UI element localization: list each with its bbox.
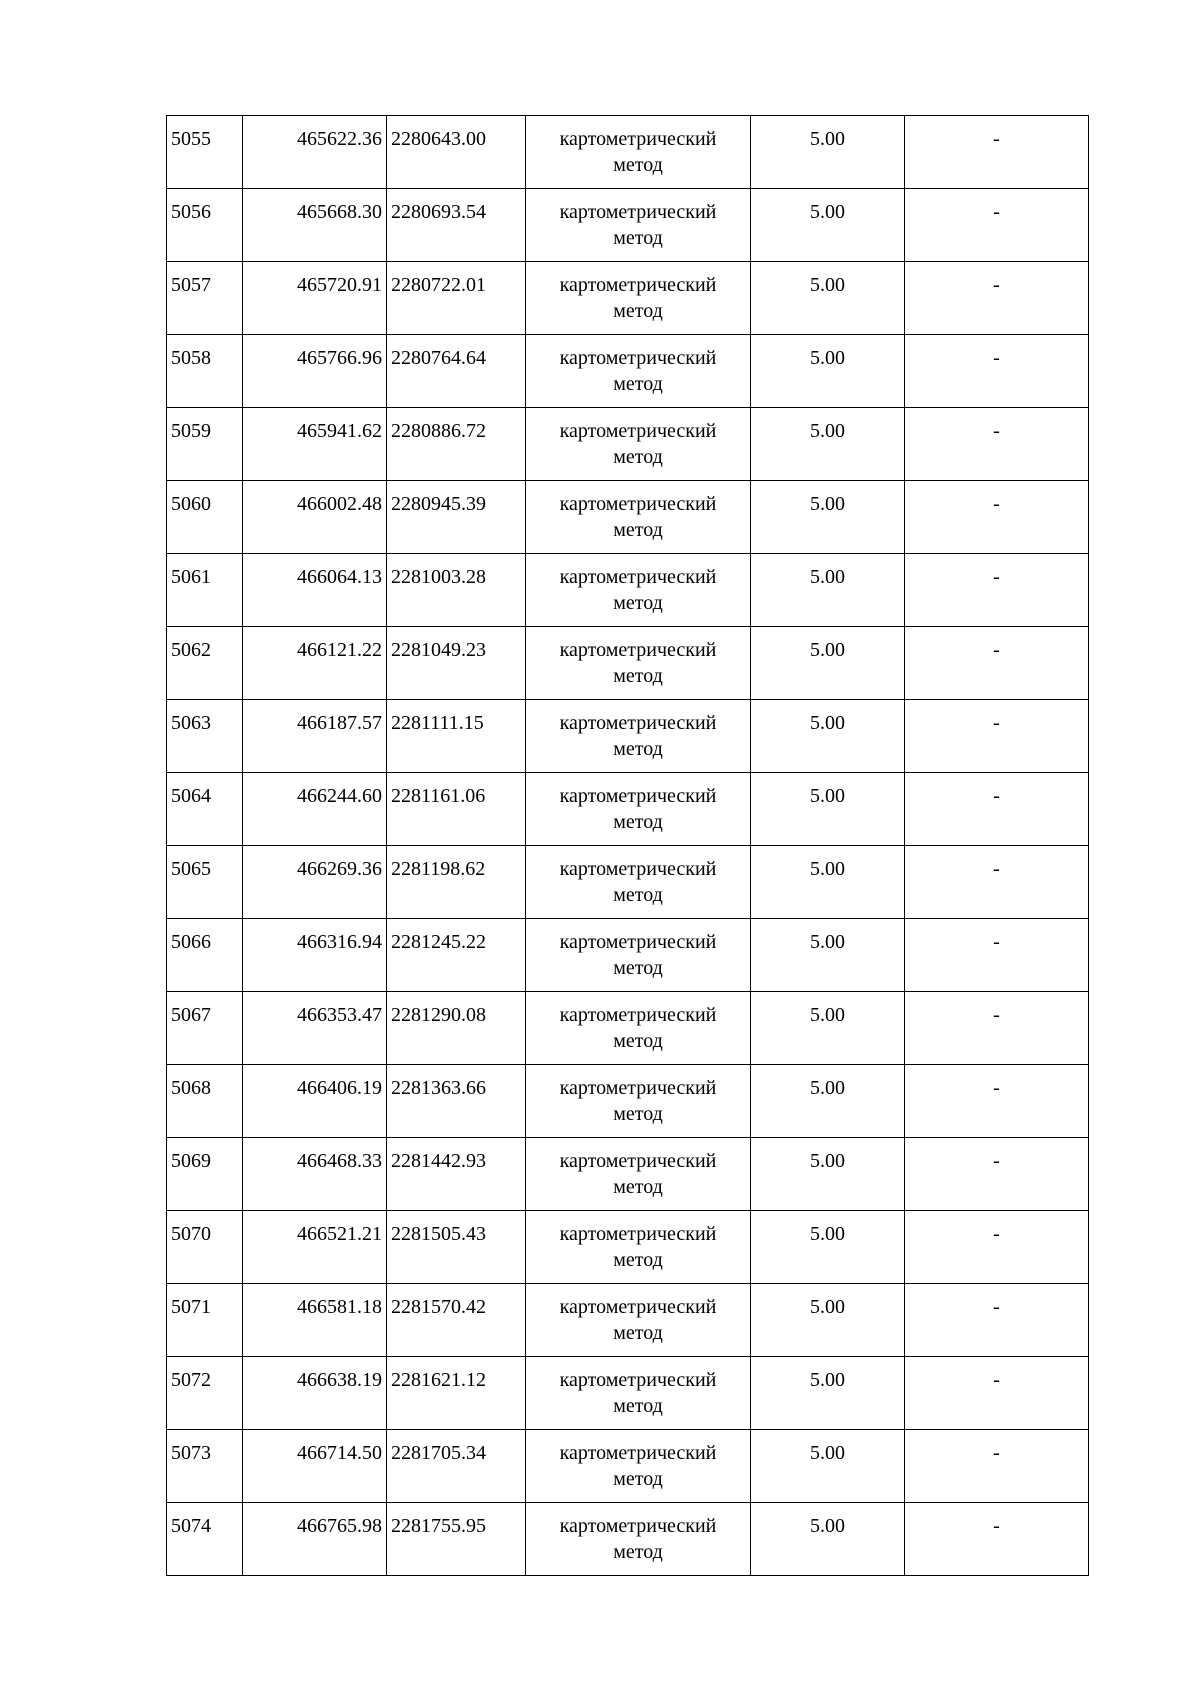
method-line-2: метод bbox=[613, 1322, 663, 1344]
table-row bbox=[167, 1430, 1089, 1503]
precision-cell: 5.00 bbox=[751, 1284, 905, 1357]
table-row bbox=[167, 189, 1089, 262]
x-coordinate-cell: 466714.50 bbox=[243, 1430, 387, 1503]
note-cell: - bbox=[905, 1357, 1089, 1430]
y-coordinate-cell: 2281198.62 bbox=[387, 846, 526, 919]
x-coordinate-cell: 465941.62 bbox=[243, 408, 387, 481]
point-number-cell: 5071 bbox=[167, 1284, 243, 1357]
y-coordinate-cell: 2281570.42 bbox=[387, 1284, 526, 1357]
y-coordinate-cell: 2280764.64 bbox=[387, 335, 526, 408]
x-coordinate-cell: 465720.91 bbox=[243, 262, 387, 335]
method-cell bbox=[526, 846, 751, 919]
method-cell bbox=[526, 700, 751, 773]
method-cell bbox=[526, 116, 751, 189]
note-cell: - bbox=[905, 1430, 1089, 1503]
y-coordinate-cell: 2281111.15 bbox=[387, 700, 526, 773]
method-line-1: картометрический bbox=[559, 274, 717, 296]
note-cell: - bbox=[905, 1138, 1089, 1211]
x-coordinate-cell: 466269.36 bbox=[243, 846, 387, 919]
table-row bbox=[167, 1357, 1089, 1430]
point-number-cell: 5059 bbox=[167, 408, 243, 481]
method-line-1: картометрический bbox=[559, 1369, 717, 1391]
note-cell: - bbox=[905, 335, 1089, 408]
method-line-2: метод bbox=[613, 1395, 663, 1417]
precision-cell: 5.00 bbox=[751, 700, 905, 773]
y-coordinate-cell: 2281049.23 bbox=[387, 627, 526, 700]
method-line-1: картометрический bbox=[559, 128, 717, 150]
table-row bbox=[167, 554, 1089, 627]
method-cell bbox=[526, 627, 751, 700]
y-coordinate-cell: 2281442.93 bbox=[387, 1138, 526, 1211]
method-line-2: метод bbox=[613, 1541, 663, 1563]
point-number-cell: 5072 bbox=[167, 1357, 243, 1430]
y-coordinate-cell: 2281621.12 bbox=[387, 1357, 526, 1430]
x-coordinate-cell: 466581.18 bbox=[243, 1284, 387, 1357]
y-coordinate-cell: 2281245.22 bbox=[387, 919, 526, 992]
precision-cell: 5.00 bbox=[751, 554, 905, 627]
precision-cell: 5.00 bbox=[751, 1503, 905, 1576]
x-coordinate-cell: 466353.47 bbox=[243, 992, 387, 1065]
point-number-cell: 5063 bbox=[167, 700, 243, 773]
x-coordinate-cell: 466316.94 bbox=[243, 919, 387, 992]
method-line-1: картометрический bbox=[559, 1077, 717, 1099]
table-row bbox=[167, 262, 1089, 335]
y-coordinate-cell: 2281505.43 bbox=[387, 1211, 526, 1284]
method-line-2: метод bbox=[613, 1103, 663, 1125]
precision-cell: 5.00 bbox=[751, 1211, 905, 1284]
method-cell bbox=[526, 1284, 751, 1357]
method-line-1: картометрический bbox=[559, 420, 717, 442]
x-coordinate-cell: 466244.60 bbox=[243, 773, 387, 846]
method-cell bbox=[526, 1430, 751, 1503]
y-coordinate-cell: 2281363.66 bbox=[387, 1065, 526, 1138]
precision-cell: 5.00 bbox=[751, 408, 905, 481]
method-line-2: метод bbox=[613, 446, 663, 468]
point-number-cell: 5070 bbox=[167, 1211, 243, 1284]
method-cell bbox=[526, 554, 751, 627]
note-cell: - bbox=[905, 846, 1089, 919]
table-row bbox=[167, 335, 1089, 408]
method-line-2: метод bbox=[613, 1030, 663, 1052]
coordinates-table bbox=[166, 115, 1089, 1576]
y-coordinate-cell: 2281755.95 bbox=[387, 1503, 526, 1576]
method-line-1: картометрический bbox=[559, 1004, 717, 1026]
x-coordinate-cell: 466521.21 bbox=[243, 1211, 387, 1284]
point-number-cell: 5065 bbox=[167, 846, 243, 919]
method-line-1: картометрический bbox=[559, 347, 717, 369]
table-row bbox=[167, 700, 1089, 773]
method-cell bbox=[526, 335, 751, 408]
note-cell: - bbox=[905, 1503, 1089, 1576]
x-coordinate-cell: 465622.36 bbox=[243, 116, 387, 189]
method-line-1: картометрический bbox=[559, 566, 717, 588]
y-coordinate-cell: 2280722.01 bbox=[387, 262, 526, 335]
method-line-2: метод bbox=[613, 665, 663, 687]
point-number-cell: 5060 bbox=[167, 481, 243, 554]
method-line-1: картометрический bbox=[559, 931, 717, 953]
x-coordinate-cell: 466468.33 bbox=[243, 1138, 387, 1211]
point-number-cell: 5074 bbox=[167, 1503, 243, 1576]
note-cell: - bbox=[905, 189, 1089, 262]
point-number-cell: 5055 bbox=[167, 116, 243, 189]
x-coordinate-cell: 466002.48 bbox=[243, 481, 387, 554]
method-line-1: картометрический bbox=[559, 785, 717, 807]
table-row bbox=[167, 1503, 1089, 1576]
method-line-1: картометрический bbox=[559, 1150, 717, 1172]
note-cell: - bbox=[905, 116, 1089, 189]
precision-cell: 5.00 bbox=[751, 846, 905, 919]
method-cell bbox=[526, 481, 751, 554]
method-line-1: картометрический bbox=[559, 1442, 717, 1464]
method-line-1: картометрический bbox=[559, 1223, 717, 1245]
method-cell bbox=[526, 1357, 751, 1430]
method-line-1: картометрический bbox=[559, 858, 717, 880]
method-line-2: метод bbox=[613, 811, 663, 833]
note-cell: - bbox=[905, 554, 1089, 627]
precision-cell: 5.00 bbox=[751, 481, 905, 554]
method-cell bbox=[526, 919, 751, 992]
precision-cell: 5.00 bbox=[751, 1065, 905, 1138]
method-line-2: метод bbox=[613, 1468, 663, 1490]
method-line-2: метод bbox=[613, 373, 663, 395]
note-cell: - bbox=[905, 1065, 1089, 1138]
y-coordinate-cell: 2281003.28 bbox=[387, 554, 526, 627]
method-line-2: метод bbox=[613, 884, 663, 906]
table-row bbox=[167, 1211, 1089, 1284]
method-line-1: картометрический bbox=[559, 201, 717, 223]
table-row bbox=[167, 116, 1089, 189]
table-row bbox=[167, 1284, 1089, 1357]
y-coordinate-cell: 2280886.72 bbox=[387, 408, 526, 481]
method-line-2: метод bbox=[613, 1176, 663, 1198]
precision-cell: 5.00 bbox=[751, 627, 905, 700]
x-coordinate-cell: 466406.19 bbox=[243, 1065, 387, 1138]
table-row bbox=[167, 919, 1089, 992]
table-row bbox=[167, 627, 1089, 700]
table-row bbox=[167, 408, 1089, 481]
precision-cell: 5.00 bbox=[751, 262, 905, 335]
precision-cell: 5.00 bbox=[751, 335, 905, 408]
point-number-cell: 5068 bbox=[167, 1065, 243, 1138]
x-coordinate-cell: 465668.30 bbox=[243, 189, 387, 262]
point-number-cell: 5061 bbox=[167, 554, 243, 627]
precision-cell: 5.00 bbox=[751, 773, 905, 846]
y-coordinate-cell: 2280945.39 bbox=[387, 481, 526, 554]
note-cell: - bbox=[905, 627, 1089, 700]
y-coordinate-cell: 2280643.00 bbox=[387, 116, 526, 189]
point-number-cell: 5062 bbox=[167, 627, 243, 700]
method-line-2: метод bbox=[613, 519, 663, 541]
note-cell: - bbox=[905, 919, 1089, 992]
point-number-cell: 5069 bbox=[167, 1138, 243, 1211]
x-coordinate-cell: 466064.13 bbox=[243, 554, 387, 627]
method-line-1: картометрический bbox=[559, 639, 717, 661]
method-line-2: метод bbox=[613, 300, 663, 322]
y-coordinate-cell: 2281705.34 bbox=[387, 1430, 526, 1503]
table-row bbox=[167, 773, 1089, 846]
precision-cell: 5.00 bbox=[751, 992, 905, 1065]
point-number-cell: 5064 bbox=[167, 773, 243, 846]
note-cell: - bbox=[905, 1284, 1089, 1357]
method-line-1: картометрический bbox=[559, 1296, 717, 1318]
method-cell bbox=[526, 1211, 751, 1284]
x-coordinate-cell: 466638.19 bbox=[243, 1357, 387, 1430]
note-cell: - bbox=[905, 700, 1089, 773]
table-row bbox=[167, 481, 1089, 554]
precision-cell: 5.00 bbox=[751, 189, 905, 262]
method-cell bbox=[526, 1503, 751, 1576]
point-number-cell: 5067 bbox=[167, 992, 243, 1065]
method-line-1: картометрический bbox=[559, 1515, 717, 1537]
table-row bbox=[167, 1065, 1089, 1138]
y-coordinate-cell: 2280693.54 bbox=[387, 189, 526, 262]
y-coordinate-cell: 2281290.08 bbox=[387, 992, 526, 1065]
point-number-cell: 5056 bbox=[167, 189, 243, 262]
method-cell bbox=[526, 408, 751, 481]
note-cell: - bbox=[905, 481, 1089, 554]
method-line-2: метод bbox=[613, 154, 663, 176]
method-line-2: метод bbox=[613, 592, 663, 614]
note-cell: - bbox=[905, 262, 1089, 335]
note-cell: - bbox=[905, 992, 1089, 1065]
x-coordinate-cell: 466121.22 bbox=[243, 627, 387, 700]
method-line-2: метод bbox=[613, 1249, 663, 1271]
y-coordinate-cell: 2281161.06 bbox=[387, 773, 526, 846]
x-coordinate-cell: 465766.96 bbox=[243, 335, 387, 408]
method-cell bbox=[526, 773, 751, 846]
point-number-cell: 5057 bbox=[167, 262, 243, 335]
method-line-1: картометрический bbox=[559, 712, 717, 734]
precision-cell: 5.00 bbox=[751, 1357, 905, 1430]
precision-cell: 5.00 bbox=[751, 919, 905, 992]
method-line-2: метод bbox=[613, 738, 663, 760]
method-cell bbox=[526, 1065, 751, 1138]
method-line-1: картометрический bbox=[559, 493, 717, 515]
note-cell: - bbox=[905, 773, 1089, 846]
x-coordinate-cell: 466765.98 bbox=[243, 1503, 387, 1576]
precision-cell: 5.00 bbox=[751, 116, 905, 189]
method-line-2: метод bbox=[613, 227, 663, 249]
point-number-cell: 5066 bbox=[167, 919, 243, 992]
method-line-2: метод bbox=[613, 957, 663, 979]
point-number-cell: 5073 bbox=[167, 1430, 243, 1503]
x-coordinate-cell: 466187.57 bbox=[243, 700, 387, 773]
method-cell bbox=[526, 992, 751, 1065]
precision-cell: 5.00 bbox=[751, 1430, 905, 1503]
note-cell: - bbox=[905, 408, 1089, 481]
note-cell: - bbox=[905, 1211, 1089, 1284]
point-number-cell: 5058 bbox=[167, 335, 243, 408]
table-row bbox=[167, 992, 1089, 1065]
precision-cell: 5.00 bbox=[751, 1138, 905, 1211]
method-cell bbox=[526, 189, 751, 262]
method-cell bbox=[526, 1138, 751, 1211]
table-row bbox=[167, 846, 1089, 919]
method-cell bbox=[526, 262, 751, 335]
table-row bbox=[167, 1138, 1089, 1211]
